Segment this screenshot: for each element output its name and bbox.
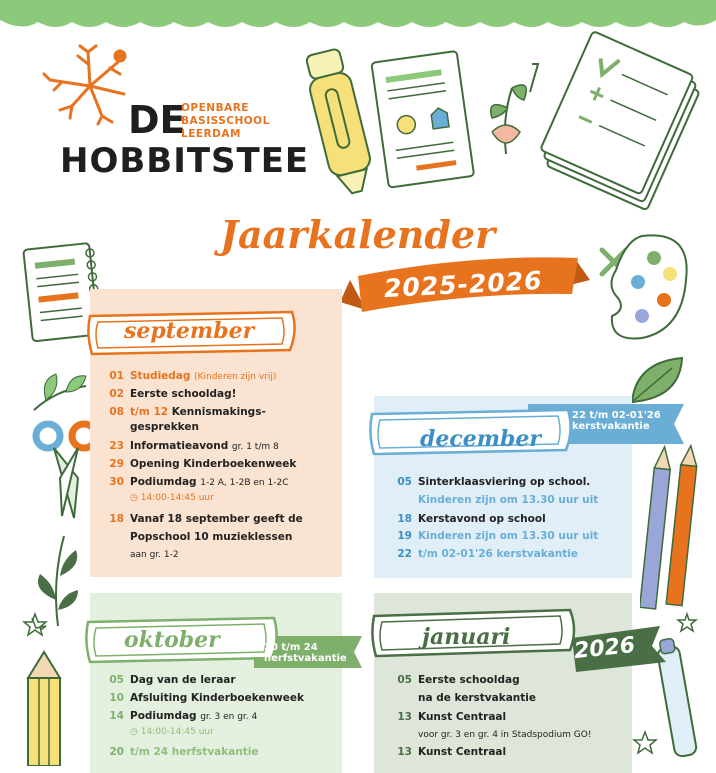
star-icon bbox=[676, 612, 698, 634]
event-day: 05 bbox=[397, 674, 412, 686]
event-title-cont: Kinderen zijn om 13.30 uur uit bbox=[418, 494, 599, 506]
event-title: Podiumdag bbox=[130, 710, 197, 722]
event-title: Afsluiting Kinderboekenweek bbox=[130, 692, 304, 704]
oktober-vacation-label bbox=[264, 642, 347, 664]
notebook-stack-icon bbox=[540, 24, 710, 224]
event-day: 30 bbox=[109, 476, 124, 488]
event-title: Opening Kinderboekenweek bbox=[130, 458, 297, 470]
star-icon bbox=[632, 730, 658, 756]
event-time-text: 14:00-14:45 uur bbox=[140, 493, 214, 503]
event-day: 13 bbox=[397, 746, 412, 758]
event-day: 23 bbox=[109, 440, 124, 452]
month-title-december: december bbox=[420, 426, 542, 452]
event-time-text: 14:00-14:45 uur bbox=[140, 727, 214, 737]
event-day: 05 bbox=[109, 674, 124, 686]
event-title: t/m 24 herfstvakantie bbox=[130, 746, 259, 758]
event-title: Kerstavond op school bbox=[418, 513, 546, 525]
event-title: Podiumdag bbox=[130, 476, 197, 488]
event-day: 19 bbox=[397, 530, 412, 542]
colored-pencils-icon bbox=[640, 444, 700, 614]
vacation-name: herfstvakantie bbox=[264, 653, 347, 664]
event-time bbox=[130, 726, 214, 739]
event-day: 02 bbox=[109, 388, 124, 400]
star-icon bbox=[22, 612, 48, 638]
event-time bbox=[130, 492, 214, 505]
event-title: Informatieavond bbox=[130, 440, 229, 452]
clock-icon: ◷ bbox=[130, 493, 138, 503]
event-range: t/m 12 bbox=[130, 406, 169, 418]
event-day: 13 bbox=[397, 711, 412, 723]
event-text bbox=[130, 440, 279, 454]
januari-year-banner: 2026 bbox=[572, 632, 637, 665]
logo-de: DE bbox=[128, 98, 186, 142]
month-title-oktober: oktober bbox=[124, 627, 220, 653]
event-title: Vanaf 18 september geeft de bbox=[130, 513, 303, 525]
event-title: Sinterklaasviering op school. bbox=[418, 476, 591, 488]
tree-roots-icon bbox=[40, 44, 130, 126]
event-text bbox=[130, 710, 257, 724]
event-title: t/m 02-01'26 kerstvakantie bbox=[418, 548, 578, 560]
event-title-cont: Popschool 10 muzieklessen bbox=[130, 531, 293, 543]
event-day: 01 bbox=[109, 370, 124, 382]
event-day: 18 bbox=[109, 513, 124, 525]
december-vacation-label bbox=[572, 410, 661, 432]
event-title: Dag van de leraar bbox=[130, 674, 236, 686]
event-note: gr. 1 t/m 8 bbox=[231, 442, 279, 452]
event-note: gr. 3 en gr. 4 bbox=[200, 712, 258, 722]
highlighter-icon bbox=[300, 40, 380, 200]
event-title: Kunst Centraal bbox=[418, 746, 507, 758]
pencil-icon bbox=[20, 648, 70, 766]
flower-icon bbox=[472, 58, 542, 158]
event-day: 29 bbox=[109, 458, 124, 470]
paper-sheet-icon bbox=[370, 46, 480, 196]
event-day: 18 bbox=[397, 513, 412, 525]
event-note: voor gr. 3 en gr. 4 in Stadspodium GO! bbox=[418, 730, 592, 740]
event-note: 1-2 A, 1-2B en 1-2C bbox=[200, 478, 289, 488]
logo-sub-line: OPENBARE bbox=[181, 102, 249, 114]
event-title: Eerste schooldag bbox=[418, 674, 520, 686]
event-day: 10 bbox=[109, 692, 124, 704]
event-text bbox=[130, 406, 266, 419]
month-title-januari: januari bbox=[422, 624, 511, 650]
event-title: Kinderen zijn om 13.30 uur uit bbox=[418, 530, 599, 542]
event-title-cont: gesprekken bbox=[130, 421, 199, 433]
event-day: 08 bbox=[109, 406, 124, 418]
paint-palette-icon bbox=[582, 220, 692, 350]
event-text bbox=[130, 370, 276, 384]
logo-sub-line: LEERDAM bbox=[181, 128, 241, 140]
event-title: Kennismakings- bbox=[171, 406, 266, 418]
event-title: Eerste schooldag! bbox=[130, 388, 237, 400]
event-title-cont: na de kerstvakantie bbox=[418, 692, 536, 704]
logo-subtitle bbox=[181, 102, 270, 141]
year-banner-text: 2025-2026 bbox=[383, 265, 544, 304]
event-day: 22 bbox=[397, 548, 412, 560]
event-title: Kunst Centraal bbox=[418, 711, 507, 723]
event-title: Studiedag bbox=[130, 370, 191, 382]
logo-school-name: HOBBITSTEE bbox=[60, 141, 310, 181]
page-title: Jaarkalender bbox=[220, 212, 496, 257]
logo-sub-line: BASISSCHOOL bbox=[181, 115, 270, 127]
vacation-dates: 22 t/m 02-01'26 bbox=[572, 410, 661, 421]
event-note: aan gr. 1-2 bbox=[130, 550, 179, 560]
leaf-branch-icon bbox=[26, 360, 96, 420]
month-title-september: september bbox=[124, 318, 255, 344]
vacation-name: kerstvakantie bbox=[572, 421, 650, 432]
event-day: 14 bbox=[109, 710, 124, 722]
event-note: (Kinderen zijn vrij) bbox=[194, 372, 277, 382]
vacation-dates: 20 t/m 24 bbox=[264, 642, 318, 653]
event-day: 20 bbox=[109, 746, 124, 758]
event-text bbox=[130, 476, 288, 490]
event-day: 05 bbox=[397, 476, 412, 488]
clock-icon: ◷ bbox=[130, 727, 138, 737]
